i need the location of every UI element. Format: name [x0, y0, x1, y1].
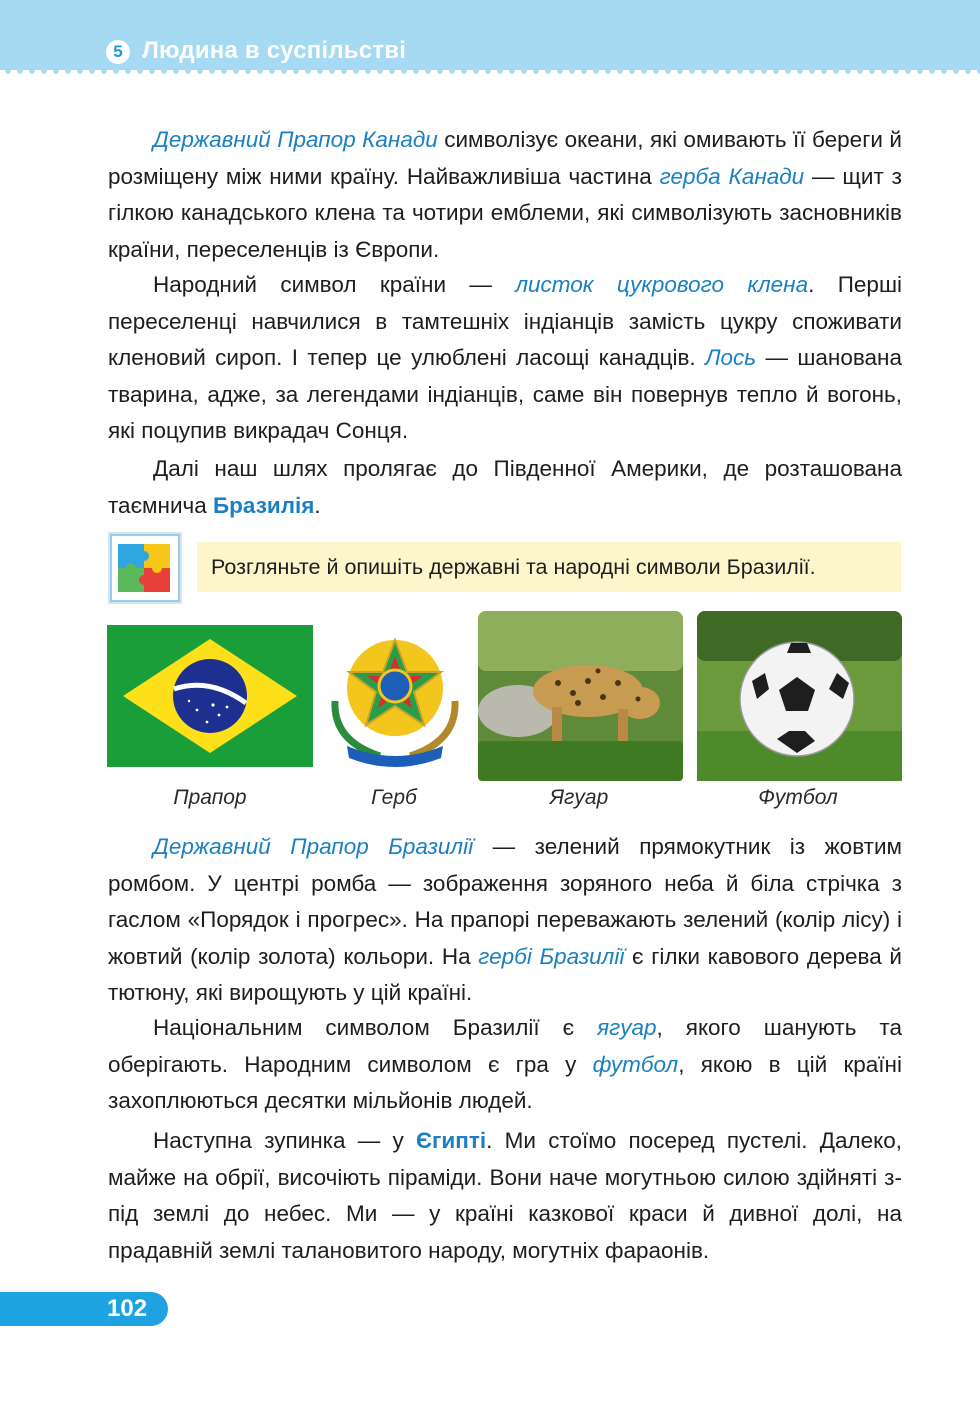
text-run: — зелений прямокутник із жовтим ромбом. У центрі ромба — зображення зоряного неба й біла стрічка з гаслом «Порядок і прогрес». На прапорі переважають зелений (колір лісу) і жовтий (колір золота) кольори. На — [108, 834, 903, 969]
paragraph-canada-maple — [108, 267, 902, 450]
football-caption: Футбол — [758, 786, 838, 809]
key-term: Лось — [705, 345, 757, 370]
key-term: листок цукрового клена — [515, 272, 809, 297]
text-run: Наступна зупинка — у — [153, 1128, 417, 1153]
flag-caption: Прапор — [173, 786, 247, 809]
text-run: Національним символом Бразилії є — [153, 1015, 598, 1040]
chapter-title: Людина в суспільстві — [142, 37, 407, 64]
jaguar-caption: Ягуар — [549, 786, 609, 809]
text-run: , якого шанують та оберігають. Народним символом є гра у — [108, 1015, 902, 1077]
task-instruction — [197, 542, 901, 592]
puzzle-icon — [108, 532, 182, 604]
page-number-tab — [0, 1292, 168, 1326]
paragraph-brazil-jaguar-football — [108, 1010, 902, 1120]
coat-of-arms-caption: Герб — [371, 786, 417, 809]
football-image — [697, 611, 902, 781]
key-term: герба Канади — [659, 163, 805, 189]
highlighted-country: Єгипті — [416, 1128, 487, 1153]
paragraph-brazil-flag — [108, 829, 902, 1012]
paragraph-egypt — [108, 1123, 902, 1269]
text-run: є гілки кавового дерева й тютюну, які вирощують у цій країні. — [108, 943, 902, 1005]
key-term: Державний Прапор Канади — [153, 127, 438, 152]
page-number: 102 — [107, 1295, 148, 1322]
paragraph-brazil-intro — [108, 451, 902, 524]
text-run: — шанована тварина, адже, за легендами індіанців, саме він повернув тепло й вогонь, які поцупив викрадач Сонця. — [108, 345, 902, 443]
jaguar-image — [478, 611, 683, 781]
text-run: — щит з гілкою канадського клена та чотири емблеми, які символізують засновників країни, переселенців із Європи. — [108, 163, 902, 262]
key-term: футбол — [592, 1051, 679, 1077]
text-run: Народний символ країни — — [153, 272, 516, 297]
text-run: . — [314, 492, 321, 518]
key-term: Державний Прапор Бразилії — [153, 834, 474, 859]
text-run: , якою в цій країні захоплюються десятки мільйонів людей. — [108, 1051, 902, 1113]
key-term: гербі Бразилії — [478, 943, 625, 969]
highlighted-country: Бразилія — [213, 492, 315, 518]
text-run: . Перші переселенці навчилися в тамтешніх індіанців замість цукру споживати кленовий сироп. І тепер це улюблені ласощі канадців. — [108, 272, 902, 370]
text-run: . Ми стоїмо посеред пустелі. Далеко, майже на обрії, височіють піраміди. Вони наче могутньою силою здійняті з-під землі до небес. Ми — у країні казкової краси й дивної долі, на прадавній землі талановитого народу, могутніх фараонів. — [108, 1128, 902, 1263]
text-run: Далі наш шлях пролягає до Південної Америки, де розташована таємнича — [108, 456, 902, 518]
task-text: Розгляньте й опишіть державні та народні символи Бразилії. — [211, 554, 816, 579]
chapter-number-badge: 5 — [106, 40, 130, 64]
key-term: ягуар — [597, 1015, 657, 1040]
brazil-flag-image — [107, 625, 313, 767]
brazil-coat-of-arms-image — [325, 626, 465, 771]
paragraph-canada-flag — [108, 122, 902, 268]
text-run: символізує океани, які омивають її береги й розміщену між ними країну. Найважливіша частина — [108, 127, 902, 189]
header-dotted-border — [0, 64, 980, 78]
